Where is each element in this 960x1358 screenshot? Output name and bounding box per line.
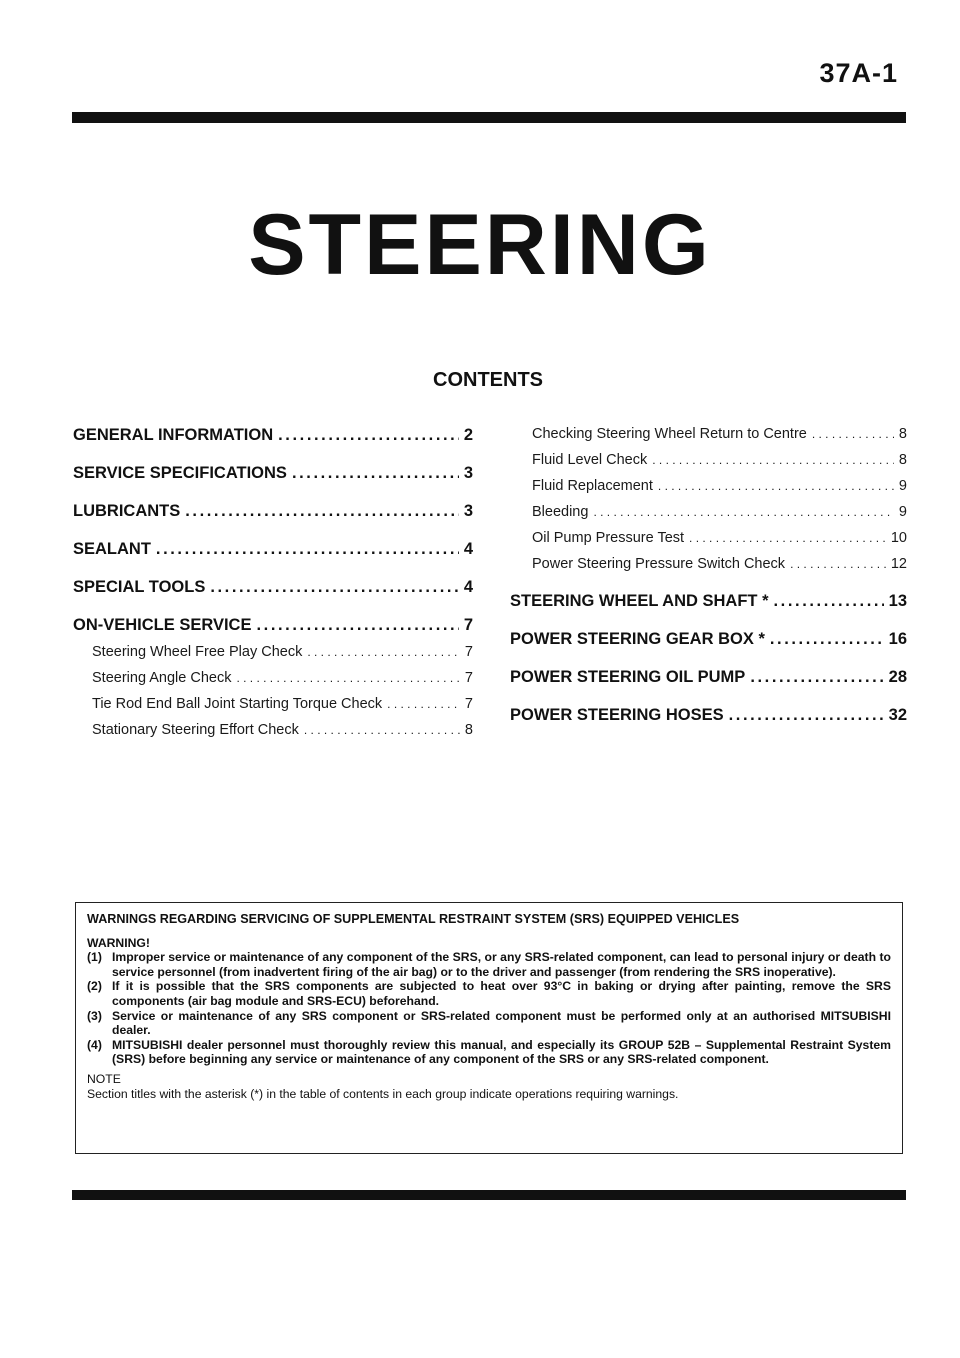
toc-right-column: [510, 426, 907, 731]
toc-sub-stationary-effort-check[interactable]: Stationary Steering Effort Check . . . 8: [73, 722, 473, 741]
section-title: STEERING: [248, 197, 712, 293]
warning-item: (3) Service or maintenance of any SRS component or SRS-related component must be performed only at an authorised MITSUBISHI dealer.: [87, 1008, 891, 1038]
note-text: Section titles with the asterisk (*) in the table of contents in each group indicate operations requiring warnings.: [87, 1086, 679, 1101]
page-number: 37A-1: [819, 58, 898, 88]
note-label: NOTE: [87, 1071, 121, 1086]
toc-left-column: [73, 426, 473, 741]
toc-sub-tie-rod-torque-check[interactable]: Tie Rod End Ball Joint Starting Torque Check . . . 7: [73, 696, 473, 715]
toc-entry-power-steering-gear-box[interactable]: POWER STEERING GEAR BOX * . . . 16: [510, 630, 907, 655]
toc-entry-power-steering-hoses[interactable]: POWER STEERING HOSES . . . 32: [510, 706, 907, 731]
warning-item: (4) MITSUBISHI dealer personnel must thoroughly review this manual, and especially its GROUP 52B – Supplemental Restraint System (SRS) before beginning any service or maintenance of any component of the SRS or any SRS-related component.: [87, 1037, 891, 1067]
warning-item: (2) If it is possible that the SRS components are subjected to heat over 93°C in baking or drying after painting, remove the SRS components (air bag module and SRS-ECU) beforehand.: [87, 979, 891, 1008]
top-rule: [72, 112, 906, 123]
toc-entry-lubricants[interactable]: LUBRICANTS . . . 3: [73, 502, 473, 527]
toc-sub-bleeding[interactable]: Bleeding . . . 9: [510, 504, 907, 523]
toc-entry-power-steering-oil-pump[interactable]: POWER STEERING OIL PUMP . . . 28: [510, 668, 907, 693]
toc-entry-general-information[interactable]: GENERAL INFORMATION . . . 2: [73, 426, 473, 451]
bottom-rule: [72, 1190, 906, 1200]
toc-sub-free-play-check[interactable]: Steering Wheel Free Play Check . . . 7: [73, 644, 473, 663]
warning-item: (1) Improper service or maintenance of any component of the SRS, or any SRS-related component, can lead to personal injury or death to service personnel (from inadvertent firing of the air bag) or to the driver and passenger (from rendering the SRS inoperative).: [87, 950, 891, 979]
toc-entry-special-tools[interactable]: SPECIAL TOOLS . . . 4: [73, 578, 473, 603]
toc-entry-steering-wheel-and-shaft[interactable]: STEERING WHEEL AND SHAFT * . . . 13: [510, 592, 907, 617]
contents-heading: CONTENTS: [433, 369, 543, 391]
toc-entry-service-specifications[interactable]: SERVICE SPECIFICATIONS . . . 3: [73, 464, 473, 489]
toc-entry-on-vehicle-service[interactable]: ON-VEHICLE SERVICE . . . 7: [73, 616, 473, 641]
toc-sub-return-to-centre[interactable]: Checking Steering Wheel Return to Centre . . . 8: [510, 426, 907, 445]
toc-sub-pressure-switch-check[interactable]: Power Steering Pressure Switch Check . . . 12: [510, 556, 907, 575]
toc-sub-fluid-replacement[interactable]: Fluid Replacement . . . 9: [510, 478, 907, 497]
toc-sub-oil-pump-pressure-test[interactable]: Oil Pump Pressure Test . . . 10: [510, 530, 907, 549]
toc-sub-fluid-level-check[interactable]: Fluid Level Check . . . 8: [510, 452, 907, 471]
warning-title: WARNINGS REGARDING SERVICING OF SUPPLEMENTAL RESTRAINT SYSTEM (SRS) EQUIPPED VEHICLES: [87, 912, 740, 926]
toc-entry-sealant[interactable]: SEALANT . . . 4: [73, 540, 473, 565]
toc-sub-steering-angle-check[interactable]: Steering Angle Check . . . 7: [73, 670, 473, 689]
warning-label: WARNING!: [87, 935, 150, 950]
srs-warning-box: [75, 902, 903, 1154]
